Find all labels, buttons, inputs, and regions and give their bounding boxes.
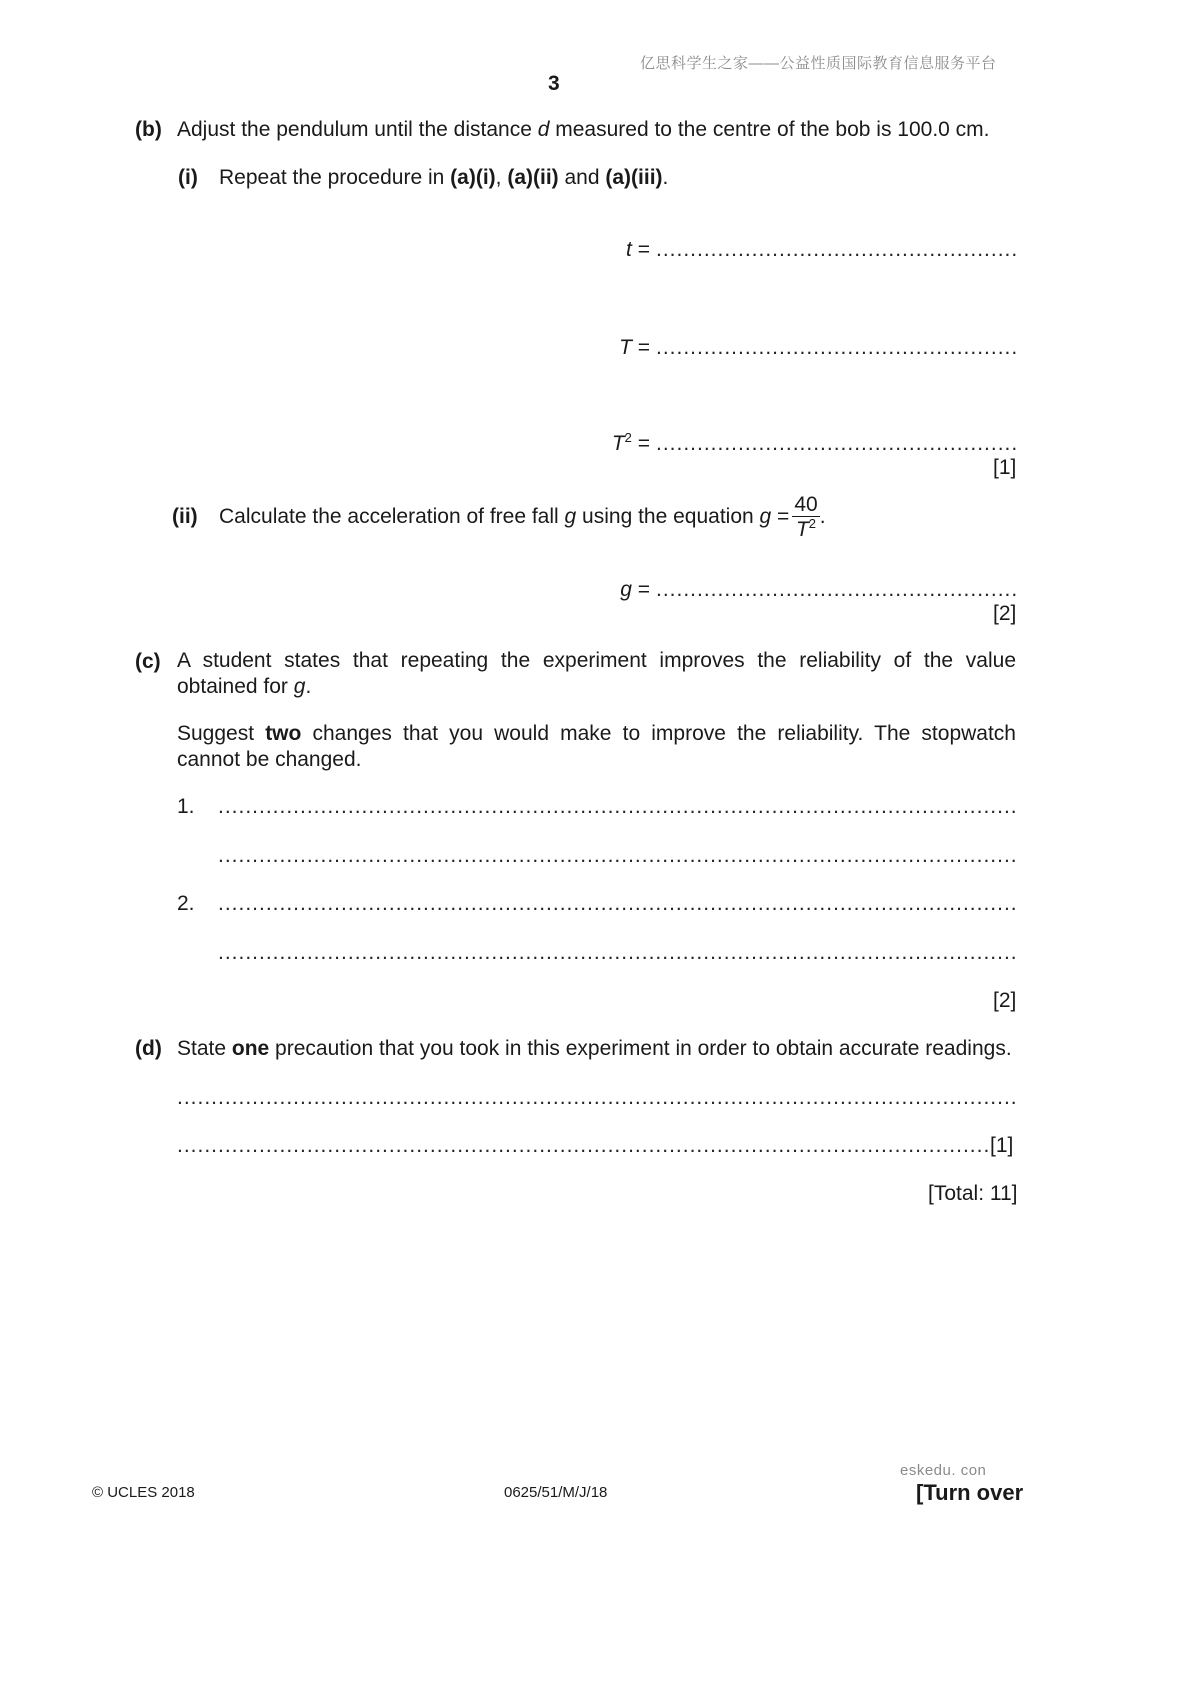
item-1-line-1[interactable] [218,795,1016,819]
page-number: 3 [548,72,560,95]
answer-t-label: t = [626,238,650,261]
item-2-line-1[interactable] [218,892,1016,916]
answer-g-line[interactable] [656,578,1016,602]
footer-copyright: © UCLES 2018 [92,1484,195,1501]
marks-d: [1] [990,1134,1014,1157]
total-marks: [Total: 11] [928,1182,1018,1205]
marks-b-ii: [2] [993,602,1017,625]
marks-b-i: [1] [993,456,1017,479]
question-b-ii-label: (ii) [172,505,198,528]
item-2-number: 2. [177,892,195,915]
question-c-statement: A student states that repeating the experiment improves the reliability of the value obtained for g. [177,649,1016,698]
answer-T2-label: $T^2$ = [611,430,650,455]
footer-paper-code: 0625/51/M/J/18 [504,1484,608,1501]
answer-T-label: T = [619,336,650,359]
turn-over: [Turn over [916,1480,1024,1505]
question-d-line-1[interactable] [177,1086,1016,1110]
answer-g-label: g = [620,578,650,601]
question-b-text: Adjust the pendulum until the distance d measured to the centre of the bob is 100.0 cm. [177,118,990,141]
question-c-instruction: Suggest two changes that you would make to improve the reliability. The stopwatch cannot be changed. [177,722,1016,771]
header-watermark: 亿思科学生之家——公益性质国际教育信息服务平台 [640,55,997,72]
question-d-text: State one precaution that you took in this experiment in order to obtain accurate readings. [177,1037,1012,1060]
item-1-line-2[interactable] [218,844,1016,868]
marks-c: [2] [993,989,1017,1012]
question-b-ii-text: Calculate the acceleration of free fall g using the equation g = $\frac{40}{T^2}$ . [219,493,826,541]
question-c-label: (c) [135,650,161,673]
item-2-line-2[interactable] [218,941,1016,965]
footer-site-watermark: eskedu. con [900,1462,987,1479]
question-b-i-label: (i) [178,166,198,189]
item-1-number: 1. [177,795,195,818]
equation-fraction: $\frac{40}{T^2}$ [794,493,818,541]
question-d-line-2[interactable] [177,1134,989,1158]
question-b-label: (b) [135,118,162,141]
answer-T-line[interactable] [656,336,1016,360]
question-d-label: (d) [135,1037,162,1060]
question-b-i-text: Repeat the procedure in (a)(i), (a)(ii) and (a)(iii). [219,166,669,189]
answer-T2-line[interactable] [656,432,1016,456]
answer-t-line[interactable] [656,238,1016,262]
